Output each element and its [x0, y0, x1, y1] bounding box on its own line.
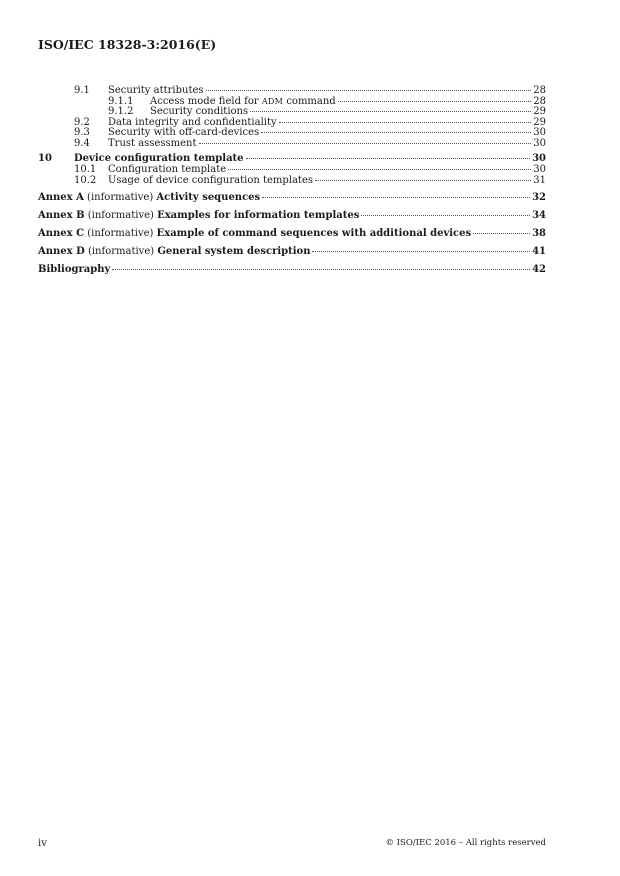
toc-title: Security conditions [150, 106, 249, 117]
annex-label: Annex B [38, 210, 85, 221]
toc-title-part: Access mode field for [150, 95, 262, 107]
toc-page: 29 [533, 116, 546, 128]
leader-dots [246, 158, 531, 159]
leader-dots [228, 169, 531, 170]
toc-page: 31 [533, 174, 546, 186]
toc-entry-9-3[interactable] [38, 128, 546, 139]
toc-title-part: command [283, 95, 336, 107]
toc-entry-10-2[interactable] [38, 176, 546, 187]
toc-page: 28 [533, 85, 546, 96]
annex-kind: (informative) [84, 228, 157, 239]
toc-number: 9.1 [74, 85, 90, 96]
leader-dots [206, 90, 532, 91]
toc-page: 30 [532, 153, 546, 164]
copyright-notice: © ISO/IEC 2016 – All rights reserved [385, 838, 546, 848]
annex-title: Example of command sequences with additional devices [156, 228, 472, 239]
page-number: iv [38, 838, 47, 849]
toc-entry-annex-c[interactable] [38, 229, 546, 240]
toc-page: 29 [533, 106, 546, 117]
toc-number: 9.3 [74, 127, 90, 138]
toc-number: 9.2 [74, 116, 90, 128]
annex-title: General system description [157, 246, 311, 257]
leader-dots [112, 269, 530, 270]
leader-dots [250, 111, 531, 112]
toc-page: 30 [533, 137, 546, 149]
leader-dots [262, 197, 530, 198]
toc-title: Data integrity and confidentiality [108, 116, 277, 128]
document-header: ISO/IEC 18328-3:2016(E) [38, 37, 217, 52]
toc-title: Device configuration template [74, 153, 244, 164]
toc-title: Security with off-card-devices [108, 127, 260, 138]
annex-kind: (informative) [83, 192, 157, 203]
leader-dots [473, 233, 530, 234]
annex-kind: (informative) [84, 246, 158, 257]
toc-number: 9.1.2 [108, 106, 134, 117]
annex-label: Annex A [38, 192, 84, 203]
toc-entry-bibliography[interactable] [38, 265, 546, 276]
toc-title: Usage of device configuration templates [108, 174, 314, 186]
toc-page: 28 [533, 95, 546, 107]
toc-title: Configuration template [108, 164, 227, 175]
table-of-contents [38, 86, 546, 276]
toc-title: Bibliography [38, 264, 111, 275]
annex-label: Annex C [38, 228, 85, 239]
toc-entry-annex-d[interactable] [38, 247, 546, 258]
annex-title: Examples for information templates [157, 210, 360, 221]
leader-dots [312, 251, 530, 252]
toc-number: 10 [38, 153, 52, 164]
leader-dots [199, 143, 532, 144]
leader-dots [261, 132, 531, 133]
annex-title: Activity sequences [156, 192, 261, 203]
toc-number: 9.1.1 [108, 95, 134, 107]
toc-entry-9-1-2[interactable] [38, 107, 546, 118]
toc-page: 30 [533, 127, 546, 138]
toc-number: 9.4 [74, 137, 90, 149]
toc-title: Security attributes [108, 85, 204, 96]
toc-page: 41 [532, 246, 546, 257]
leader-dots [338, 101, 532, 102]
toc-entry-9-4[interactable] [38, 139, 546, 150]
toc-title: Trust assessment [108, 137, 197, 149]
toc-page: 30 [533, 164, 546, 175]
annex-label: Annex D [38, 246, 85, 257]
leader-dots [361, 215, 530, 216]
toc-page: 32 [532, 192, 546, 203]
toc-page: 42 [532, 264, 546, 275]
annex-kind: (informative) [84, 210, 158, 221]
toc-entry-annex-a[interactable] [38, 193, 546, 204]
leader-dots [279, 122, 532, 123]
toc-page: 38 [532, 228, 546, 239]
toc-page: 34 [532, 210, 546, 221]
leader-dots [315, 180, 531, 181]
toc-number: 10.1 [74, 164, 97, 175]
toc-entry-annex-b[interactable] [38, 211, 546, 222]
toc-number: 10.2 [74, 174, 97, 186]
toc-entry-10-1[interactable] [38, 165, 546, 176]
toc-title-smallcaps: ADM [261, 96, 284, 106]
